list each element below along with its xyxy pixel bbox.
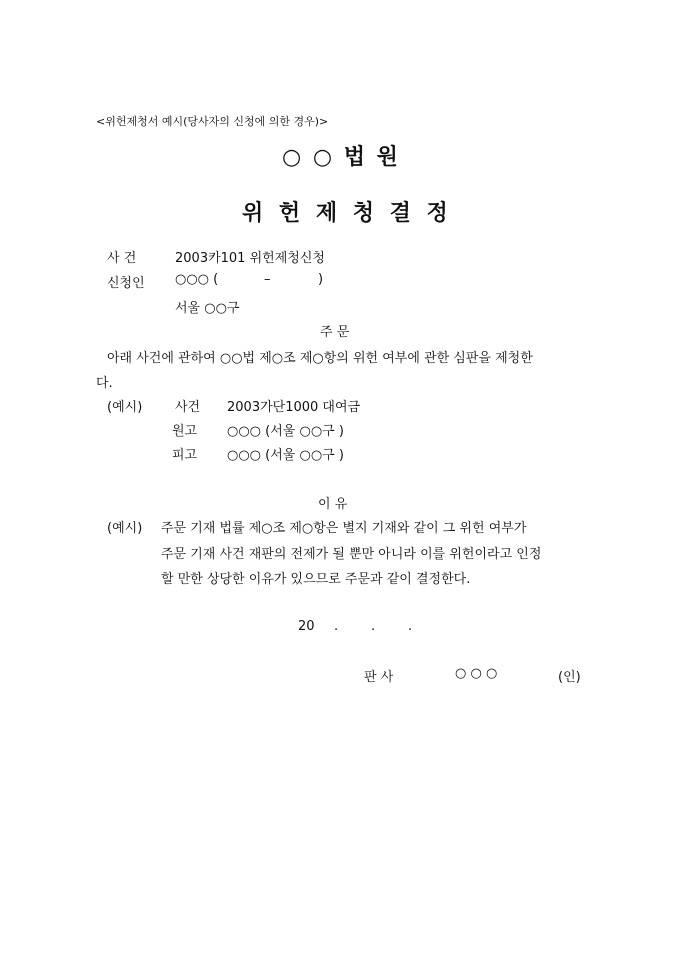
defendant-label: 피고 — [172, 448, 198, 463]
applicant-close-paren: ) — [318, 272, 324, 287]
date-dot-month: . — [334, 619, 339, 634]
case-label: 사 건 — [107, 251, 137, 266]
defendant-value: ○○○ (서울 ○○구 ) — [227, 448, 344, 463]
applicant-id-dash: – — [264, 272, 271, 287]
date-year: 20 — [298, 619, 315, 634]
example-case-label: 사건 — [175, 400, 201, 415]
reason-line-1: 주문 기재 법률 제○조 제○항은 별지 기재와 같이 그 위헌 여부가 — [161, 521, 527, 536]
reason-line-2: 주문 기재 사건 재판의 전제가 될 뿐만 아니라 이를 위헌이라고 인정 — [161, 547, 542, 562]
order-heading: 주 문 — [320, 325, 350, 340]
example-case-value: 2003가단1000 대여금 — [227, 400, 361, 415]
case-value: 2003카101 위헌제청신청 — [175, 251, 325, 266]
order-line-2: 다. — [96, 376, 113, 391]
applicant-name: ○○○ ( — [175, 272, 219, 287]
judge-seal: (인) — [558, 670, 581, 685]
reason-line-3: 할 만한 상당한 이유가 있으므로 주문과 같이 결정한다. — [161, 572, 471, 587]
document-title: 위 헌 제 청 결 정 — [242, 200, 452, 226]
applicant-label: 신청인 — [107, 276, 145, 291]
example-tag: (예시) — [107, 400, 143, 415]
plaintiff-value: ○○○ (서울 ○○구 ) — [227, 424, 344, 439]
judge-names: ○ ○ ○ — [455, 666, 498, 681]
court-name: ○ ○ 법 원 — [282, 144, 400, 170]
header-note: <위헌제청서 예시(당사자의 신청에 의한 경우)> — [96, 115, 329, 128]
plaintiff-label: 원고 — [172, 424, 198, 439]
judge-label: 판 사 — [364, 670, 394, 685]
date-dot-day: . — [371, 619, 376, 634]
reason-tag: (예시) — [107, 521, 143, 536]
applicant-address: 서울 ○○구 — [175, 301, 240, 316]
reason-heading: 이 유 — [318, 497, 348, 512]
order-line-1: 아래 사건에 관하여 ○○법 제○조 제○항의 위헌 여부에 관한 심판을 제청한 — [107, 351, 533, 366]
date-dot-end: . — [408, 619, 413, 634]
